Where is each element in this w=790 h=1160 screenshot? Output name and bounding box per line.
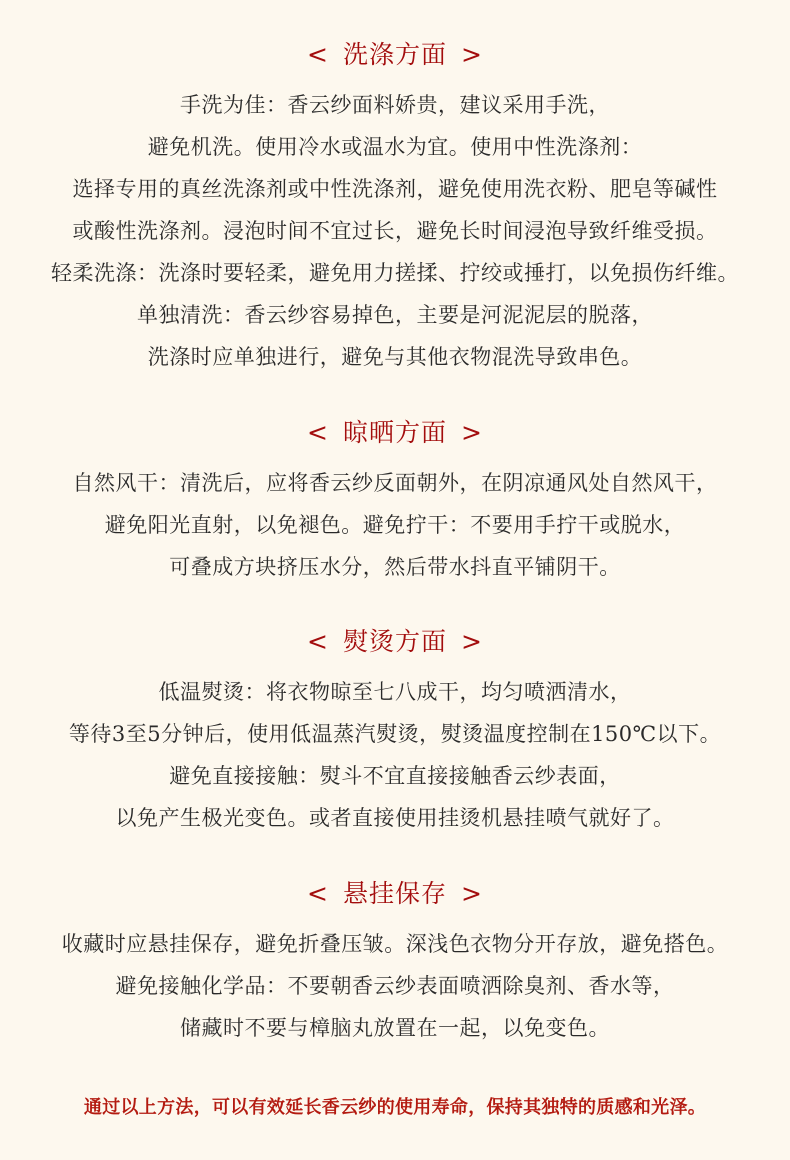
ironing-section — [0, 627, 790, 839]
ironing-line: 等待3至5分钟后，使用低温蒸汽熨烫，熨烫温度控制在150℃以下。 — [68, 722, 722, 746]
washing-line: 或酸性洗涤剂。浸泡时间不宜过长，避免长时间浸泡导致纤维受损。 — [72, 219, 718, 243]
storage-line: 收藏时应悬挂保存，避免折叠压皱。深浅色衣物分开存放，避免搭色。 — [61, 932, 729, 956]
washing-heading-title: 洗涤方面 — [342, 40, 447, 69]
drying-heading — [0, 418, 790, 448]
washing-line: 单独清洗：香云纱容易掉色，主要是河泥泥层的脱落， — [137, 303, 653, 327]
drying-heading-title: 晾晒方面 — [342, 418, 447, 447]
washing-line: 手洗为佳：香云纱面料娇贵，建议采用手洗， — [180, 93, 610, 117]
ironing-text — [0, 671, 790, 839]
heading-open-bracket: < — [307, 879, 329, 908]
storage-line: 储藏时不要与樟脑丸放置在一起，以免变色。 — [180, 1016, 610, 1040]
storage-line: 避免接触化学品：不要朝香云纱表面喷洒除臭剂、香水等， — [115, 974, 675, 998]
washing-line: 避免机洗。使用冷水或温水为宜。使用中性洗涤剂： — [147, 135, 643, 159]
heading-open-bracket: < — [307, 418, 329, 447]
washing-line: 选择专用的真丝洗涤剂或中性洗涤剂，避免使用洗衣粉、肥皂等碱性 — [72, 177, 718, 201]
drying-text — [0, 462, 790, 588]
drying-line: 可叠成方块挤压水分，然后带水抖直平铺阴干。 — [169, 555, 621, 579]
drying-line: 自然风干：清洗后，应将香云纱反面朝外，在阴凉通风处自然风干， — [72, 471, 718, 495]
ironing-line: 以免产生极光变色。或者直接使用挂烫机悬挂喷气就好了。 — [115, 806, 675, 830]
drying-line: 避免阳光直射，以免褪色。避免拧干：不要用手拧干或脱水， — [104, 513, 686, 537]
storage-text — [0, 923, 790, 1049]
drying-section — [0, 418, 790, 588]
heading-close-bracket: > — [461, 879, 483, 908]
washing-line: 轻柔洗涤：洗涤时要轻柔，避免用力搓揉、拧绞或捶打，以免损伤纤维。 — [51, 261, 739, 285]
ironing-line: 低温熨烫：将衣物晾至七八成干，均匀喷洒清水， — [158, 680, 632, 704]
ironing-heading — [0, 627, 790, 657]
heading-open-bracket: < — [307, 627, 329, 656]
ironing-heading-title: 熨烫方面 — [342, 627, 447, 656]
heading-close-bracket: > — [461, 418, 483, 447]
washing-section — [0, 40, 790, 378]
storage-heading-title: 悬挂保存 — [342, 879, 447, 908]
ironing-line: 避免直接接触：熨斗不宜直接接触香云纱表面， — [169, 764, 621, 788]
heading-close-bracket: > — [461, 627, 483, 656]
washing-text — [0, 84, 790, 378]
storage-heading — [0, 879, 790, 909]
closing-note: 通过以上方法，可以有效延长香云纱的使用寿命，保持其独特的质感和光泽。 — [83, 1097, 707, 1118]
heading-close-bracket: > — [461, 40, 483, 69]
heading-open-bracket: < — [307, 40, 329, 69]
washing-heading — [0, 40, 790, 70]
washing-line: 洗涤时应单独进行，避免与其他衣物混洗导致串色。 — [147, 345, 643, 369]
storage-section — [0, 879, 790, 1049]
